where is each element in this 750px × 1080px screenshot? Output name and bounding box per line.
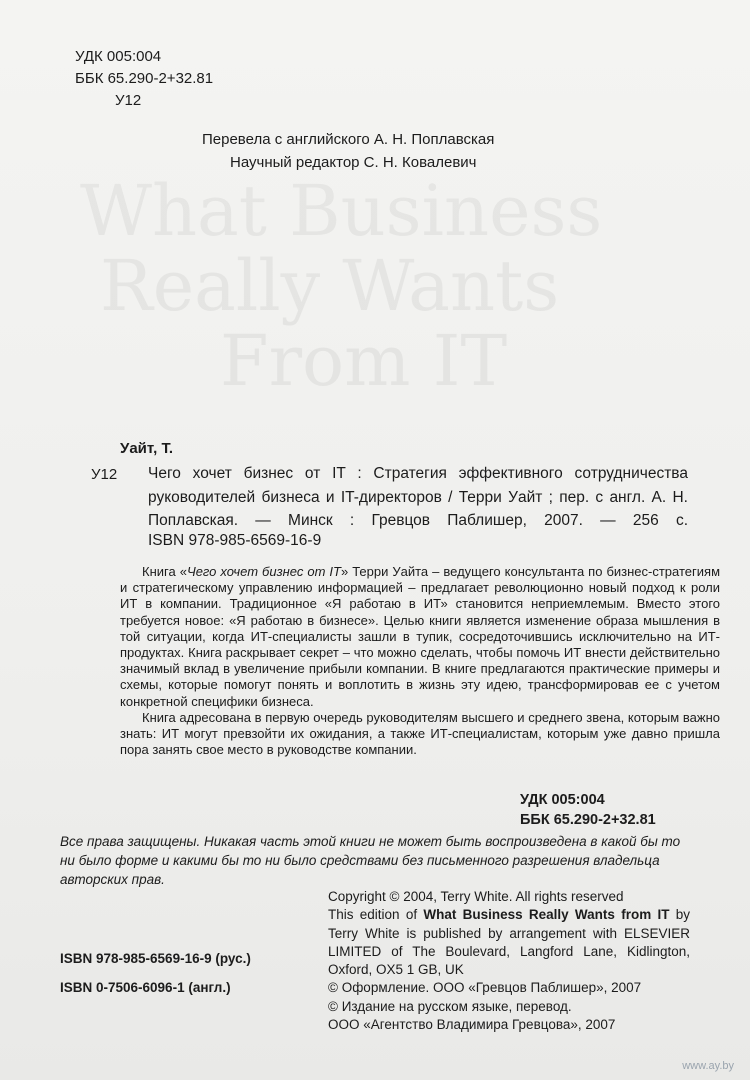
bleed-through-title-1: What Business — [80, 170, 603, 252]
record-code: У12 — [91, 466, 118, 483]
udk-code: УДК 005:004 — [75, 48, 162, 65]
bleed-through-title-3: From IT — [220, 320, 508, 402]
record-description-text: Чего хочет бизнес от IT : Стратегия эффективного сотрудничества руководителей бизнеса и IT-директоров / Терри Уайт ; пер. с англ. А. Н. Поплавская. — Минск : Гревцов Паблишер, 2007. — 256 с. — [148, 465, 688, 529]
editor-credit: Научный редактор С. Н. Ковалевич — [230, 154, 477, 171]
original-title: What Business Really Wants from IT — [423, 907, 670, 923]
annotation — [120, 564, 720, 758]
udk-code-right: УДК 005:004 — [520, 792, 605, 808]
translation-copyright: © Издание на русском языке, перевод. — [328, 998, 572, 1014]
isbn-english: ISBN 0-7506-6096-1 (англ.) — [60, 980, 231, 995]
credits-block — [202, 128, 494, 174]
annotation-body: » Терри Уайта – ведущего консультанта по бизнес-стратегиям и стратегическому управлению информацией – предлагает революционно новый подход к роли ИТ в компании. Традиционное «Я работаю в ИТ» становится неприемлемым. Вместо этого требуется новое: «Я работаю в бизнесе». Целью книги является изменение образа мышления в той ситуации, когда ИТ-специалисты зашли в тупик, сосредоточившись исключительно на ИТ-продуктах. Книга раскрывает секрет – что можно сделать, чтобы помочь ИТ внести действительно значимый вклад в увеличение прибыли компании. В книге предлагаются практические примеры и схемы, которые помогут понять и воплотить в жизнь эту идею, трансформировав ее с учетом конкретной специфики бизнеса. — [120, 564, 721, 709]
udc-block-top — [75, 46, 213, 112]
annotation-paragraph-2: Книга адресована в первую очередь руководителям высшего и среднего звена, которым важно знать: ИТ могут превзойти их ожидания, а также ИТ-специалистам, которым уже давно пришла пора занять свое место в руководстве компании. — [120, 709, 720, 758]
isbn-list — [60, 944, 251, 1002]
edition-note-rest: by Terry White is published by arrangement with ELSEVIER LIMITED of The Boulevard, Langford Lane, Kidlington, Oxford, OX5 1 GB, UK — [328, 907, 690, 978]
site-watermark: www.ay.by — [682, 1060, 734, 1072]
annotation-lead: Книга « — [142, 564, 187, 579]
edition-note — [328, 906, 690, 979]
agency-copyright: ООО «Агентство Владимира Гревцова», 2007 — [328, 1017, 616, 1033]
bleed-through-title-2: Really Wants — [100, 245, 560, 327]
rights-notice: Все права защищены. Никакая часть этой книги не может быть воспроизведена в какой бы то ни было форме и какими бы то ни было средствами без письменного разрешения владельца авторских прав. — [60, 834, 681, 887]
design-copyright: © Оформление. ООО «Гревцов Паблишер», 2007 — [328, 980, 642, 996]
record-description — [148, 462, 688, 533]
annotation-paragraph-1 — [120, 564, 720, 710]
bbk-code: ББК 65.290-2+32.81 — [75, 70, 214, 87]
edition-note-lead: This edition of — [328, 907, 424, 923]
translator-credit: Перевела с английского А. Н. Поплавская — [202, 131, 495, 148]
copyright-line: Copyright © 2004, Terry White. All rights reserved — [328, 889, 624, 904]
record-isbn: ISBN 978-985-6569-16-9 — [148, 532, 322, 549]
record-author: Уайт, Т. — [120, 440, 174, 457]
bbk-code-right: ББК 65.290-2+32.81 — [520, 812, 656, 828]
author-mark: У12 — [115, 92, 142, 109]
isbn-russian: ISBN 978-985-6569-16-9 (рус.) — [60, 951, 251, 966]
annotation-book-title: Чего хочет бизнес от IT — [186, 564, 341, 579]
copyright-block — [328, 888, 690, 1034]
udc-block-right — [520, 790, 656, 830]
